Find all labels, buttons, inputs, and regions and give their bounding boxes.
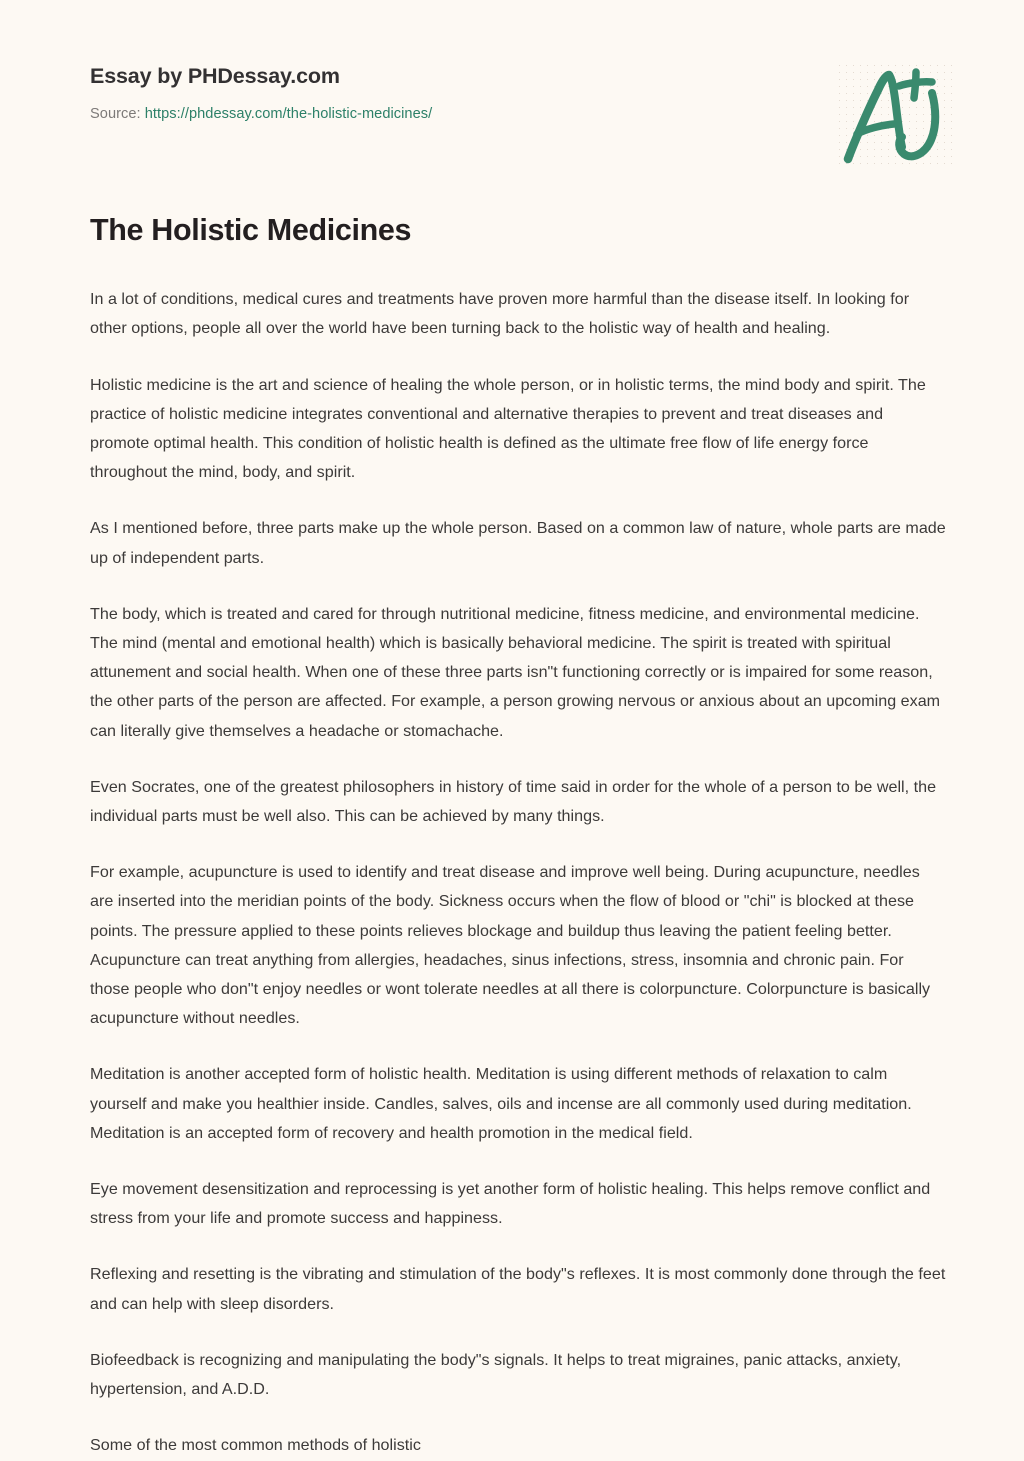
article [0,212,1024,1461]
brand-title: Essay by PHDessay.com [90,64,340,88]
paragraph: For example, acupuncture is used to identify and treat disease and improve well being. During acupuncture, needles are inserted into the meridian points of the body. Sickness occurs when the flow of blood or "chi" is blocked at these points. The pressure applied to these points relieves blockage and buildup thus leaving the patient feeling better. Acupuncture can treat anything from allergies, headaches, sinus infections, stress, insomnia and chronic pain. For those people who don"t enjoy needles or wont tolerate needles at all there is colorpuncture. Colorpuncture is basically acupuncture without needles. [90,863,931,1028]
a-plus-logo [836,62,956,170]
paragraph: Even Socrates, one of the greatest philosophers in history of time said in order for the whole of a person to be well, the individual parts must be well also. This can be achieved by many things. [90,777,937,826]
paragraph: Some of the most common methods of holistic [90,1436,421,1455]
a-plus-logo-icon [836,62,956,170]
article-body [90,285,946,1460]
paragraph: As I mentioned before, three parts make up the whole person. Based on a common law of nature, whole parts are made up of independent parts. [90,519,946,567]
paragraph: Reflexing and resetting is the vibrating and stimulation of the body"s reflexes. It is most commonly done through the feet and can help with sleep disorders. [90,1265,946,1313]
page-title: The Holistic Medicines [90,213,412,247]
source-label: Source: [90,105,141,122]
paragraph: Meditation is another accepted form of holistic health. Meditation is using different methods of relaxation to calm yourself and make you healthier inside. Candles, salves, oils and incense are all commonly used during meditation. Meditation is an accepted form of recovery and health promotion in the medical field. [90,1065,912,1142]
source-line [90,105,946,124]
document-header [0,0,1024,150]
paragraph: In a lot of conditions, medical cures and treatments have proven more harmful than the disease itself. In looking for other options, people all over the world have been turning back to the holistic way of health and healing. [90,290,910,338]
source-url-link[interactable]: https://phdessay.com/the-holistic-medicines/ [144,105,433,122]
paragraph: The body, which is treated and cared for through nutritional medicine, fitness medicine, and environmental medicine. The mind (mental and emotional health) which is basically behavioral medicine. The spirit is treated with spiritual attunement and social health. When one of these three parts isn"t functioning correctly or is impaired for some reason, the other parts of the person are affected. For example, a person growing nervous or anxious about an upcoming exam can literally give themselves a headache or stomachache. [90,604,941,740]
paragraph: Biofeedback is recognizing and manipulating the body"s signals. It helps to treat migraines, panic attacks, anxiety, hypertension, and A.D.D. [90,1350,902,1399]
paragraph: Eye movement desensitization and reprocessing is yet another form of holistic healing. This helps remove conflict and stress from your life and promote success and happiness. [90,1180,931,1228]
paragraph: Holistic medicine is the art and science of healing the whole person, or in holistic terms, the mind body and spirit. The practice of holistic medicine integrates conventional and alternative therapies to prevent and treat diseases and promote optimal health. This condition of holistic health is defined as the ultimate free flow of life energy force throughout the mind, body, and spirit. [90,375,926,482]
